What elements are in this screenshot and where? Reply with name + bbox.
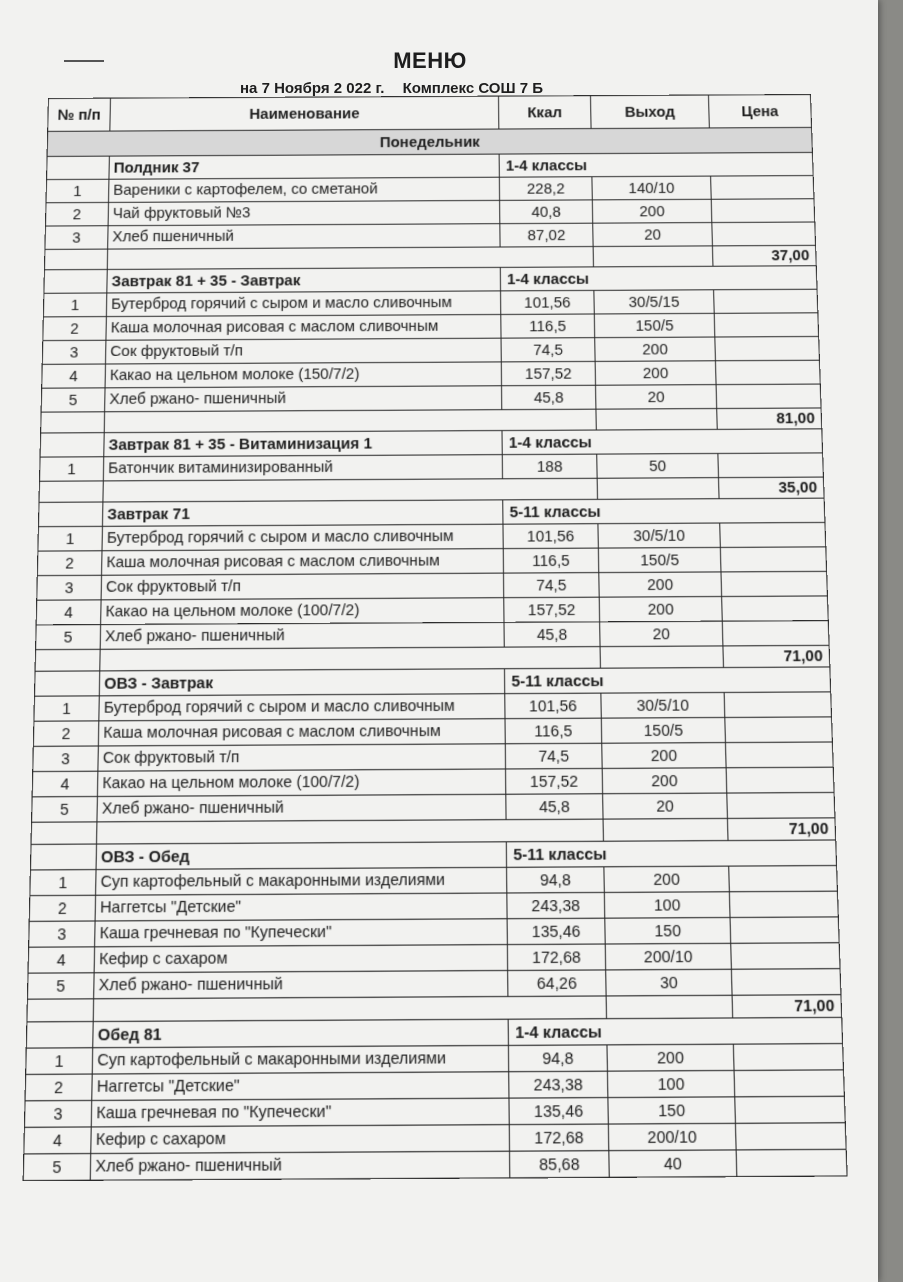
item-kcal: 45,8 xyxy=(504,622,600,647)
item-price xyxy=(720,547,826,572)
item-kcal: 74,5 xyxy=(505,743,602,769)
section-group: 1-4 классы xyxy=(500,266,817,291)
item-output: 200 xyxy=(599,572,722,597)
menu-table xyxy=(23,94,848,1181)
item-name: Каша молочная рисовая с маслом сливочным xyxy=(106,314,501,340)
total-spacer xyxy=(103,478,598,502)
item-price xyxy=(725,742,833,768)
item-kcal: 157,52 xyxy=(504,597,600,622)
item-output: 200/10 xyxy=(605,943,731,970)
total-spacer xyxy=(39,481,103,502)
item-number: 4 xyxy=(28,947,95,973)
item-number: 3 xyxy=(42,340,106,364)
item-price xyxy=(725,717,833,743)
item-price xyxy=(729,866,838,892)
total-spacer xyxy=(27,999,94,1022)
item-output: 20 xyxy=(593,223,713,247)
day-label: Понедельник xyxy=(47,127,812,156)
item-kcal: 40,8 xyxy=(500,200,593,224)
section-name: ОВЗ - Завтрак xyxy=(99,669,504,696)
item-output: 200 xyxy=(599,597,722,622)
item-kcal: 94,8 xyxy=(507,867,605,893)
item-output: 150/5 xyxy=(594,313,715,337)
total-spacer xyxy=(606,995,733,1018)
total-spacer xyxy=(107,247,593,270)
item-price xyxy=(733,1044,843,1071)
item-price xyxy=(720,522,826,547)
total-spacer xyxy=(596,409,717,431)
subtitle xyxy=(240,80,557,97)
item-kcal: 101,56 xyxy=(503,524,598,549)
item-number: 3 xyxy=(24,1100,91,1127)
section-group: 5-11 классы xyxy=(504,667,830,694)
section-spacer xyxy=(40,433,104,457)
item-price xyxy=(735,1096,846,1123)
item-output: 200/10 xyxy=(608,1123,736,1150)
menu-date: на 7 Ноября 2 022 г. xyxy=(240,80,385,97)
item-name: Наггетсы "Детские" xyxy=(92,1072,509,1101)
item-kcal: 116,5 xyxy=(501,314,595,338)
item-output: 100 xyxy=(607,1070,734,1097)
item-number: 5 xyxy=(27,973,94,999)
section-group: 5-11 классы xyxy=(506,840,836,867)
item-output: 200 xyxy=(592,199,712,223)
col-kcal: Ккал xyxy=(499,96,592,129)
item-number: 4 xyxy=(24,1127,91,1154)
item-name: Хлеб ржано- пшеничный xyxy=(100,622,504,649)
item-number: 4 xyxy=(32,771,98,797)
item-price xyxy=(721,571,827,596)
item-price xyxy=(735,1123,846,1150)
item-kcal: 101,56 xyxy=(501,290,595,314)
item-price xyxy=(731,969,841,996)
total-spacer xyxy=(97,819,604,844)
item-price xyxy=(730,917,839,943)
item-name: Хлеб ржано- пшеничный xyxy=(97,794,506,822)
item-kcal: 101,56 xyxy=(505,693,602,719)
total-spacer xyxy=(44,249,107,270)
item-output: 30/5/10 xyxy=(601,692,725,718)
item-output: 200 xyxy=(604,866,729,892)
section-name: ОВЗ - Обед xyxy=(96,842,507,870)
item-output: 200 xyxy=(602,768,727,794)
item-output: 200 xyxy=(607,1044,734,1071)
item-number: 5 xyxy=(23,1154,91,1181)
section-total: 37,00 xyxy=(712,245,816,266)
col-num: № п/п xyxy=(48,98,111,131)
item-name: Каша гречневая по "Купечески" xyxy=(91,1098,509,1127)
section-group: 5-11 классы xyxy=(503,498,825,524)
total-spacer xyxy=(603,818,728,841)
item-name: Хлеб пшеничный xyxy=(108,224,500,249)
item-output: 150/5 xyxy=(598,547,721,572)
item-number: 3 xyxy=(37,575,102,600)
item-output: 20 xyxy=(600,621,723,646)
section-group: 1-4 классы xyxy=(508,1017,842,1045)
section-name: Завтрак 81 + 35 - Витаминизация 1 xyxy=(104,431,502,457)
item-number: 2 xyxy=(29,895,95,921)
item-name: Бутерброд горячий с сыром и масло сливочным xyxy=(106,291,500,317)
item-price xyxy=(722,596,829,621)
total-spacer xyxy=(600,646,723,668)
item-number: 5 xyxy=(41,388,105,412)
item-price xyxy=(727,792,835,818)
section-spacer xyxy=(38,502,102,527)
item-kcal: 172,68 xyxy=(509,1124,609,1151)
item-number: 2 xyxy=(25,1074,92,1101)
total-spacer xyxy=(31,822,97,845)
item-name: Батончик витаминизированный xyxy=(103,455,502,481)
item-price xyxy=(722,621,829,646)
total-spacer xyxy=(597,478,719,500)
section-name: Завтрак 71 xyxy=(102,500,503,526)
item-output: 50 xyxy=(597,453,719,478)
item-price xyxy=(711,176,814,200)
section-total: 71,00 xyxy=(723,645,830,667)
item-kcal: 135,46 xyxy=(509,1098,608,1125)
item-name: Какао на цельном молоке (100/7/2) xyxy=(97,769,505,797)
item-name: Какао на цельном молоке (100/7/2) xyxy=(101,598,504,625)
col-price: Цена xyxy=(708,95,811,128)
item-output: 150/5 xyxy=(601,717,725,743)
item-number: 3 xyxy=(29,921,95,947)
item-kcal: 243,38 xyxy=(507,892,605,918)
section-name: Полдник 37 xyxy=(109,154,499,179)
item-kcal: 74,5 xyxy=(503,573,599,598)
item-name: Суп картофельный с макаронными изделиями xyxy=(96,867,507,895)
item-price xyxy=(724,692,831,718)
section-name: Обед 81 xyxy=(93,1019,509,1048)
section-spacer xyxy=(34,671,99,696)
item-output: 200 xyxy=(595,361,716,385)
item-name: Сок фруктовый т/п xyxy=(101,573,504,600)
item-price xyxy=(718,453,824,478)
item-output: 140/10 xyxy=(592,176,711,200)
item-number: 2 xyxy=(43,317,107,341)
item-price xyxy=(726,767,834,793)
item-output: 40 xyxy=(609,1150,737,1177)
item-kcal: 172,68 xyxy=(507,944,605,970)
item-number: 5 xyxy=(36,625,101,650)
item-number: 4 xyxy=(42,364,106,388)
total-spacer xyxy=(93,996,606,1022)
item-output: 150 xyxy=(608,1097,736,1124)
item-price xyxy=(712,222,816,246)
section-spacer xyxy=(26,1022,93,1049)
item-name: Чай фруктовый №3 xyxy=(108,200,500,225)
item-name: Суп картофельный с макаронными изделиями xyxy=(92,1045,508,1074)
section-total: 35,00 xyxy=(719,477,825,499)
item-name: Хлеб ржано- пшеничный xyxy=(94,970,508,998)
item-price xyxy=(734,1070,844,1097)
item-price xyxy=(715,360,820,384)
item-number: 2 xyxy=(37,551,102,576)
section-group: 1-4 классы xyxy=(502,429,823,455)
item-kcal: 188 xyxy=(502,454,597,479)
item-kcal: 243,38 xyxy=(509,1071,608,1098)
section-total: 71,00 xyxy=(732,995,842,1018)
item-output: 30 xyxy=(606,969,732,996)
item-output: 20 xyxy=(596,385,717,410)
item-price xyxy=(729,891,838,917)
item-kcal: 87,02 xyxy=(500,223,593,247)
item-price xyxy=(736,1149,847,1176)
item-output: 200 xyxy=(602,743,726,769)
item-kcal: 157,52 xyxy=(501,361,595,385)
item-name: Наггетсы "Детские" xyxy=(95,893,507,921)
item-kcal: 45,8 xyxy=(506,794,603,820)
item-name: Сок фруктовый т/п xyxy=(105,338,501,364)
item-name: Сок фруктовый т/п xyxy=(98,744,506,771)
item-name: Каша гречневая по "Купечески" xyxy=(95,919,508,947)
section-name: Завтрак 81 + 35 - Завтрак xyxy=(107,267,501,293)
item-output: 200 xyxy=(595,337,716,361)
item-number: 3 xyxy=(45,226,108,250)
section-spacer xyxy=(47,156,110,179)
section-total: 81,00 xyxy=(717,408,822,429)
col-name: Наименование xyxy=(110,96,499,131)
item-name: Кефир с сахаром xyxy=(94,945,508,973)
item-kcal: 135,46 xyxy=(507,918,605,944)
item-price xyxy=(711,199,815,223)
item-number: 2 xyxy=(45,202,108,226)
item-kcal: 116,5 xyxy=(505,718,602,744)
item-number: 3 xyxy=(33,746,99,772)
item-name: Каша молочная рисовая с маслом сливочным xyxy=(98,719,505,746)
item-price xyxy=(714,313,818,337)
total-spacer xyxy=(35,649,100,671)
item-number: 1 xyxy=(43,293,106,317)
item-price xyxy=(714,289,818,313)
item-output: 150 xyxy=(605,917,731,944)
item-number: 1 xyxy=(30,870,96,896)
item-name: Вареники с картофелем, со сметаной xyxy=(109,177,500,202)
item-number: 1 xyxy=(34,696,99,721)
item-number: 1 xyxy=(46,179,109,203)
section-group: 1-4 классы xyxy=(499,152,813,177)
item-price xyxy=(716,384,821,408)
item-name: Кефир с сахаром xyxy=(91,1125,510,1154)
page-title: МЕНЮ xyxy=(393,48,467,73)
item-output: 30/5/10 xyxy=(598,523,720,548)
item-output: 20 xyxy=(603,793,728,819)
item-number: 4 xyxy=(36,600,101,625)
col-out: Выход xyxy=(590,95,709,129)
item-name: Хлеб ржано- пшеничный xyxy=(90,1151,510,1180)
header-row xyxy=(48,95,812,132)
item-number: 1 xyxy=(26,1048,93,1075)
item-kcal: 85,68 xyxy=(510,1151,610,1178)
item-kcal: 94,8 xyxy=(508,1045,607,1072)
section-spacer xyxy=(30,844,96,870)
item-name: Бутерброд горячий с сыром и масло сливочным xyxy=(102,524,503,551)
section-total: 71,00 xyxy=(727,818,835,841)
item-output: 30/5/15 xyxy=(594,290,714,314)
total-spacer xyxy=(593,246,713,267)
total-spacer xyxy=(41,412,105,433)
item-output: 100 xyxy=(604,892,730,918)
item-name: Каша молочная рисовая с маслом сливочным xyxy=(102,549,504,576)
item-number: 5 xyxy=(32,796,98,822)
item-kcal: 228,2 xyxy=(499,177,592,201)
item-kcal: 45,8 xyxy=(502,385,596,409)
item-kcal: 157,52 xyxy=(506,768,603,794)
menu-item-row xyxy=(23,1149,847,1180)
total-spacer xyxy=(100,647,601,671)
item-number: 1 xyxy=(40,457,104,482)
item-name: Хлеб ржано- пшеничный xyxy=(105,386,502,412)
item-price xyxy=(715,336,820,360)
section-spacer xyxy=(44,269,107,293)
item-kcal: 74,5 xyxy=(501,338,595,362)
item-kcal: 64,26 xyxy=(508,970,606,997)
item-number: 2 xyxy=(33,721,99,746)
total-spacer xyxy=(104,409,596,432)
item-number: 1 xyxy=(38,526,103,551)
item-kcal: 116,5 xyxy=(503,548,599,573)
item-price xyxy=(731,943,840,970)
menu-complex: Комплекс СОШ 7 Б xyxy=(402,80,544,97)
item-name: Какао на цельном молоке (150/7/2) xyxy=(105,362,501,388)
item-name: Бутерброд горячий с сыром и масло сливочным xyxy=(99,694,505,721)
